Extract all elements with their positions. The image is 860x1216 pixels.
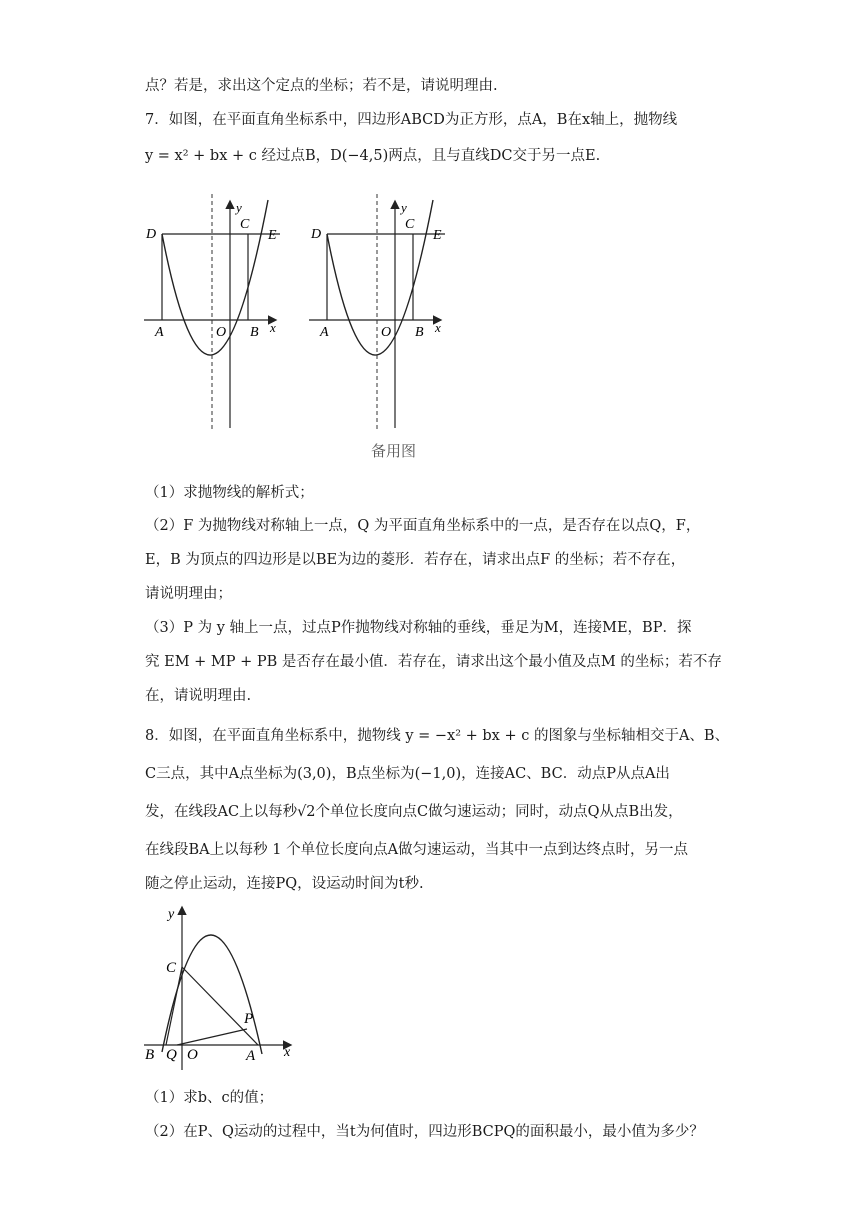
label-x: x bbox=[435, 320, 441, 335]
label-P: P bbox=[244, 1011, 254, 1027]
figure-caption: 备用图 bbox=[371, 442, 417, 460]
problem-8-line5: 随之停止运动，连接PQ，设运动时间为t秒. bbox=[145, 876, 424, 892]
problem-7-condition: y = x² + bx + c 经过点B，D(−4,5)两点，且与直线DC交于另一点E. bbox=[145, 148, 601, 164]
label-C: C bbox=[166, 960, 177, 976]
label-E: E bbox=[433, 228, 442, 243]
problem-7-figure bbox=[140, 192, 460, 437]
problem-8-figure bbox=[140, 902, 310, 1072]
problem-8-line2: C三点，其中A点坐标为(3,0)，B点坐标为(−1,0)，连接AC、BC．动点P从点A出 bbox=[145, 766, 670, 782]
question-7-2-line2: E，B 为顶点的四边形是以BE为边的菱形．若存在，请求出点F 的坐标；若不存在， bbox=[145, 552, 686, 568]
label-C: C bbox=[240, 217, 250, 232]
label-O: O bbox=[187, 1047, 198, 1063]
label-x: x bbox=[284, 1045, 291, 1060]
label-O: O bbox=[381, 325, 392, 340]
question-7-2-line3: 请说明理由； bbox=[145, 586, 232, 602]
question-7-3-line2: 究 EM + MP + PB 是否存在最小值．若存在，请求出这个最小值及点M 的坐标；若不存 bbox=[145, 654, 722, 670]
problem-8-intro: 8．如图，在平面直角坐标系中，抛物线 y = −x² + bx + c 的图象与坐标轴相交于A、B、 bbox=[145, 728, 730, 744]
label-E: E bbox=[268, 228, 277, 243]
label-D: D bbox=[146, 227, 157, 242]
figure-7-main bbox=[144, 194, 280, 432]
problem-8-line3: 发，在线段AC上以每秒√2个单位长度向点C做匀速运动；同时，动点Q从点B出发， bbox=[145, 804, 683, 820]
question-8-2: （2）在P、Q运动的过程中，当t为何值时，四边形BCPQ的面积最小，最小值为多少？ bbox=[145, 1124, 704, 1140]
label-C: C bbox=[405, 217, 415, 232]
label-B: B bbox=[415, 325, 424, 340]
label-y: y bbox=[401, 200, 407, 215]
problem-7-intro: 7．如图，在平面直角坐标系中，四边形ABCD为正方形，点A，B在x轴上，抛物线 bbox=[145, 112, 678, 128]
label-B: B bbox=[145, 1047, 155, 1063]
figure-7-spare bbox=[309, 194, 445, 432]
question-7-2-line1: （2）F 为抛物线对称轴上一点，Q 为平面直角坐标系中的一点，是否存在以点Q，F， bbox=[145, 518, 701, 534]
label-y: y bbox=[168, 907, 175, 922]
label-D: D bbox=[311, 227, 322, 242]
question-7-3-line1: （3）P 为 y 轴上一点，过点P作抛物线对称轴的垂线，垂足为M，连接ME，BP．探 bbox=[145, 620, 692, 636]
label-x: x bbox=[270, 320, 276, 335]
label-A: A bbox=[320, 325, 329, 340]
label-Q: Q bbox=[166, 1047, 177, 1063]
label-B: B bbox=[250, 325, 259, 340]
question-8-1: （1）求b、c的值； bbox=[145, 1090, 274, 1106]
label-A: A bbox=[155, 325, 164, 340]
label-y: y bbox=[236, 200, 242, 215]
label-O: O bbox=[216, 325, 227, 340]
question-7-3-line3: 在，请说明理由. bbox=[145, 688, 252, 704]
question-7-1: （1）求抛物线的解析式； bbox=[145, 485, 314, 501]
label-A: A bbox=[246, 1048, 256, 1064]
text-line-1: 点？若是，求出这个定点的坐标；若不是，请说明理由. bbox=[145, 78, 498, 94]
problem-8-line4: 在线段BA上以每秒 1 个单位长度向点A做匀速运动，当其中一点到达终点时，另一点 bbox=[145, 842, 689, 858]
